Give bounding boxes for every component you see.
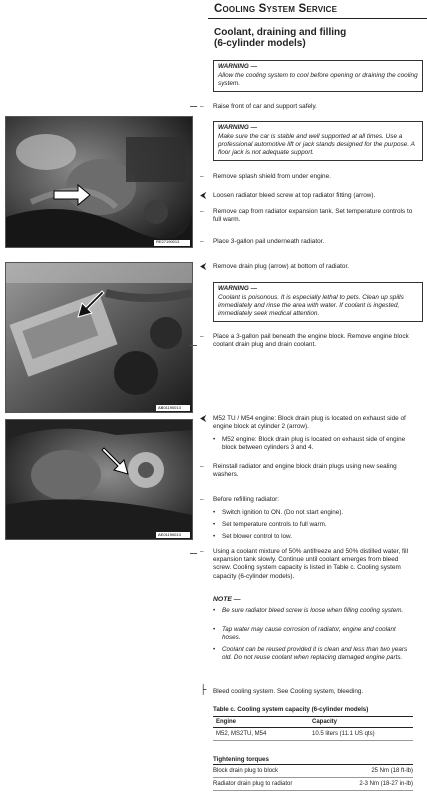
table-row (213, 765, 413, 778)
torque-title: Tightening torques (213, 756, 413, 765)
photo-block-drain-plug (5, 419, 193, 540)
bullet-temperature: • Set temperature controls to full warm. (213, 521, 327, 528)
arrow-left-icon: ⮜ (200, 190, 207, 200)
subtitle-line-1: Coolant, draining and filling (214, 27, 347, 38)
note-item-3: • Coolant can be reused provided it is clean and less than two years old. Do not reuse coolant when replacing damaged engine parts. (213, 646, 408, 661)
page-title: Cooling System Service (214, 3, 338, 15)
photo-radiator-drain-plug (5, 262, 193, 413)
torque-value: 2-3 Nm (18-27 in-lb) (359, 781, 413, 787)
step-bleeding: ├ Bleed cooling system. See Cooling system, bleeding. (200, 684, 364, 695)
step-pail2: – Place a 3-gallon pail beneath the engine block. Remove engine block coolant drain plug and drain coolant. (200, 333, 409, 349)
bullet-ignition: • Switch ignition to ON. (Do not start engine). (213, 509, 344, 516)
step-splash: – Remove splash shield from under engine. (200, 173, 331, 180)
step-before: – Before refilling radiator: (200, 496, 280, 503)
note-title: NOTE — (213, 596, 241, 603)
warning-box-3 (213, 282, 423, 322)
table-row (213, 728, 413, 741)
step-cap: – Remove cap from radiator expansion tank. Set temperature controls to full warm. (200, 208, 413, 224)
step-drain: ⮜ Remove drain plug (arrow) at bottom of radiator. (200, 261, 350, 271)
warning-title: WARNING — (218, 63, 258, 70)
step-bleed: ⮜ Loosen radiator bleed screw at top radiator fitting (arrow). (200, 190, 376, 200)
torque-item: Radiator drain plug to radiator (213, 781, 293, 787)
warning-title: WARNING — (218, 124, 258, 131)
photo-code: AB01190013 (158, 405, 181, 410)
arrow-left-icon: ⮜ (200, 261, 207, 271)
warning-text: Make sure the car is stable and well supported at all times. Use a professional automotive lift or jack stands designed for the purpose. A floor jack is not adequate support. (218, 133, 415, 156)
step-m52tu: ⮜ M52 TU / M54 engine: Block drain plug is located on exhaust side of engine block at cylinder 2 (arrow). (200, 413, 406, 431)
radiator-image (6, 263, 192, 412)
margin-mark (190, 106, 197, 107)
bullet-m52: • M52 engine: Block drain plug is located on exhaust side of engine block between cylinders 3 and 4. (213, 436, 406, 451)
warning-box-1 (213, 60, 423, 92)
bracket-mark: ├ (200, 684, 207, 694)
subtitle-line-2: (6-cylinder models) (214, 38, 306, 49)
photo-radiator-bleed-screw (5, 116, 193, 248)
photo-code: RE27190013 (156, 239, 180, 244)
capacity-table (213, 716, 413, 741)
step-raise: – Raise front of car and support safely. (200, 103, 317, 110)
engine-bay-image (6, 117, 192, 247)
margin-mark (190, 345, 197, 346)
note-item-1: • Be sure radiator bleed screw is loose when filling cooling system. (213, 607, 404, 614)
table-header: Capacity (309, 717, 413, 728)
header-rule (208, 18, 427, 19)
table-header: Engine (213, 717, 309, 728)
torque-section (213, 756, 413, 791)
warning-title: WARNING — (218, 285, 258, 292)
table-cell: M52, MS2TU, M54 (213, 728, 309, 741)
table-cell: 10.5 liters (11.1 US qts) (309, 728, 413, 741)
warning-text: Allow the cooling system to cool before opening or draining the cooling system. (218, 72, 418, 87)
margin-mark (190, 553, 197, 554)
warning-box-2 (213, 121, 423, 161)
table-header-row (213, 717, 413, 728)
step-pail1: – Place 3-gallon pail underneath radiator. (200, 238, 325, 245)
arrow-left-icon: ⮜ (200, 413, 207, 423)
section-subtitle (214, 27, 414, 49)
engine-block-image (6, 420, 192, 539)
step-mixture: – Using a coolant mixture of 50% antifreeze and 50% distilled water, fill expansion tank slowly. Continue until coolant emerges from bleed screw. Cooling system capacity is listed in Table c. Cooling system capacity (6-cylinder models). (200, 548, 409, 580)
warning-text: Coolant is poisonous. It is especially lethal to pets. Clean up spills immediately and rinse the area with water. If coolant is ingested, immediately seek medical attention. (218, 294, 404, 317)
torque-item: Block drain plug to block (213, 768, 279, 774)
table-caption: Table c. Cooling system capacity (6-cylinder models) (213, 706, 369, 713)
bullet-blower: • Set blower control to low. (213, 533, 293, 540)
note-item-2: • Tap water may cause corrosion of radiator, engine and coolant hoses. (213, 626, 396, 641)
torque-value: 25 Nm (18 ft-lb) (371, 768, 413, 774)
photo-code: AE01190013 (158, 532, 181, 537)
step-reinstall: – Reinstall radiator and engine block drain plugs using new sealing washers. (200, 463, 397, 479)
table-row (213, 778, 413, 791)
